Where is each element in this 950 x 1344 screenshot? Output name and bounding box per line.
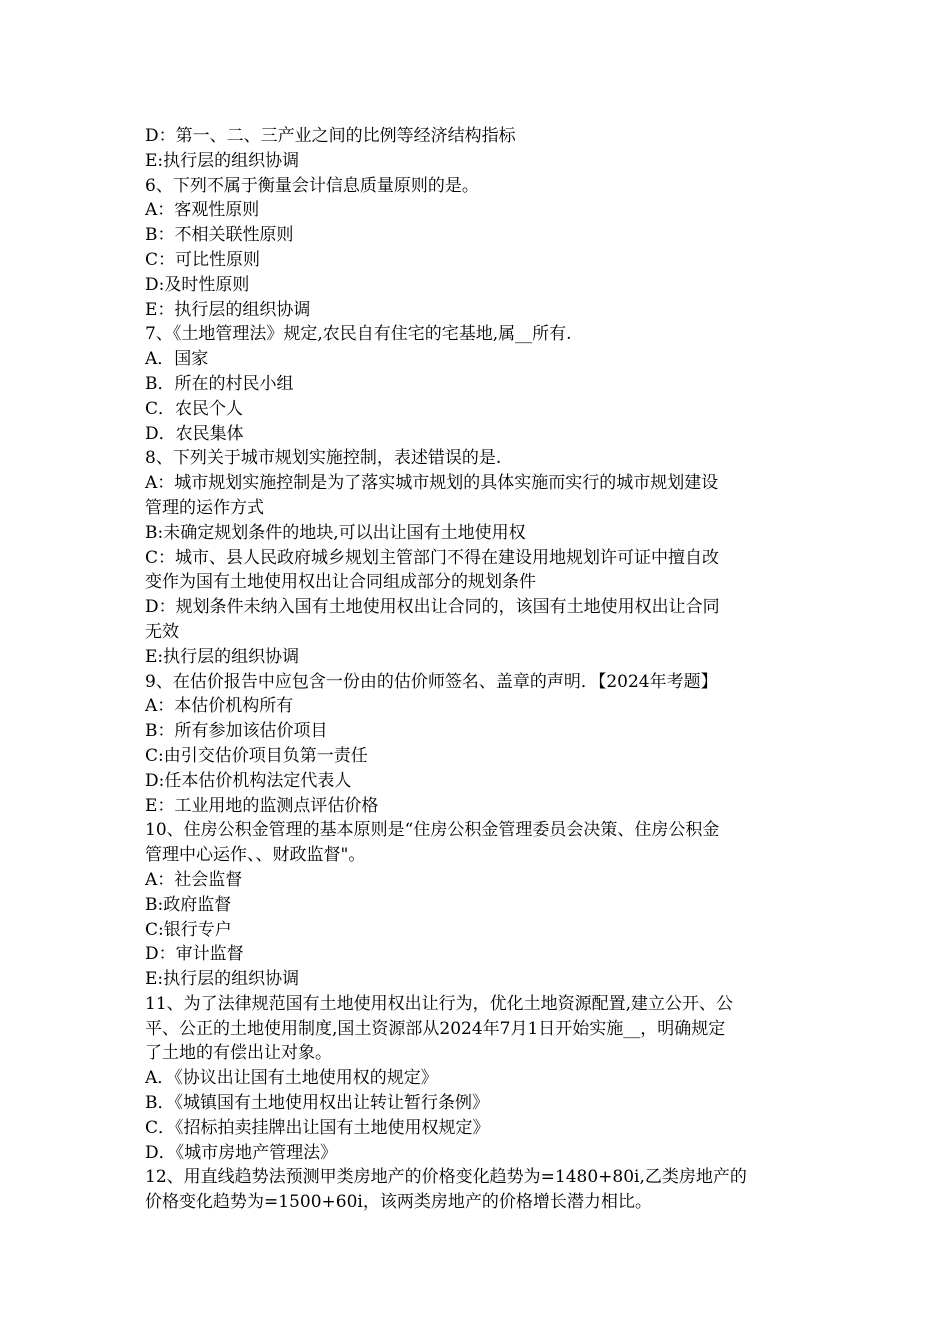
text-line: 了土地的有偿出让对象。 <box>145 1043 332 1064</box>
text-line: C．《招标拍卖挂牌出让国有土地使用权规定》 <box>145 1117 490 1138</box>
text-line: A．《协议出让国有土地使用权的规定》 <box>145 1068 438 1089</box>
text-line: 平、公正的土地使用制度,国土资源部从2024年7月1日开始实施__，明确规定 <box>145 1018 726 1039</box>
text-line: C:由引交估价项目负第一责任 <box>145 745 368 766</box>
text-line: E：工业用地的监测点评估价格 <box>145 795 379 816</box>
text-line: B．《城镇国有土地使用权出让转让暂行条例》 <box>145 1093 489 1114</box>
text-line: D：规划条件未纳入国有土地使用权出让合同的，该国有土地使用权出让合同 <box>145 597 720 618</box>
text-line: C：可比性原则 <box>145 249 261 270</box>
text-line: C:银行专户 <box>145 919 232 940</box>
text-line: 管理的运作方式 <box>145 497 264 518</box>
document-page <box>145 124 810 1215</box>
text-line: B：所有参加该估价项目 <box>145 721 328 742</box>
text-line: A：本估价机构所有 <box>145 696 294 717</box>
text-line: D：第一、二、三产业之间的比例等经济结构指标 <box>145 126 516 146</box>
text-line: 无效 <box>145 621 179 642</box>
text-line: D．《城市房地产管理法》 <box>145 1142 338 1163</box>
text-line: A．国家 <box>145 349 209 370</box>
text-line: 6、下列不属于衡量会计信息质量原则的是。 <box>145 175 479 196</box>
text-line: C：城市、县人民政府城乡规划主管部门不得在建设用地规划许可证中擅自改 <box>145 547 720 568</box>
text-line: B：不相关联性原则 <box>145 225 294 246</box>
text-line: B:政府监督 <box>145 894 232 915</box>
text-line: 12、用直线趋势法预测甲类房地产的价格变化趋势为=1480+80i,乙类房地产的 <box>145 1167 747 1188</box>
text-line: E:执行层的组织协调 <box>145 969 300 990</box>
text-line: 8、下列关于城市规划实施控制，表述错误的是. <box>145 448 502 469</box>
text-line: C．农民个人 <box>145 398 244 419</box>
text-line: E:执行层的组织协调 <box>145 646 300 667</box>
text-line: A：客观性原则 <box>145 200 260 221</box>
text-line: D:任本估价机构法定代表人 <box>145 770 352 791</box>
text-line: 7、《土地管理法》规定,农民自有住宅的宅基地,属__所有. <box>145 324 572 345</box>
text-line: A：社会监督 <box>145 869 243 890</box>
text-line: 变作为国有土地使用权出让合同组成部分的规划条件 <box>145 572 536 593</box>
text-line: B．所在的村民小组 <box>145 373 294 394</box>
text-line: 价格变化趋势为=1500+60i，该两类房地产的价格增长潜力相比。 <box>145 1192 652 1213</box>
text-line: 9、在估价报告中应包含一份由的估价师签名、盖章的声明．【2024年考题】 <box>145 671 718 692</box>
text-line: D:及时性原则 <box>145 274 250 295</box>
text-line: D．农民集体 <box>145 423 244 444</box>
text-line: B:未确定规划条件的地块,可以出让国有土地使用权 <box>145 522 526 543</box>
text-line: 管理中心运作、、财政监督"。 <box>145 845 366 866</box>
text-line: D：审计监督 <box>145 944 244 965</box>
text-line: 10、住房公积金管理的基本原则是“住房公积金管理委员会决策、住房公积金 <box>145 820 720 841</box>
text-line: E:执行层的组织协调 <box>145 150 300 171</box>
text-line: 11、为了法律规范国有土地使用权出让行为，优化土地资源配置,建立公开、公 <box>145 993 734 1014</box>
text-line: A：城市规划实施控制是为了落实城市规划的具体实施而实行的城市规划建设 <box>145 473 719 494</box>
text-line: E：执行层的组织协调 <box>145 299 311 320</box>
